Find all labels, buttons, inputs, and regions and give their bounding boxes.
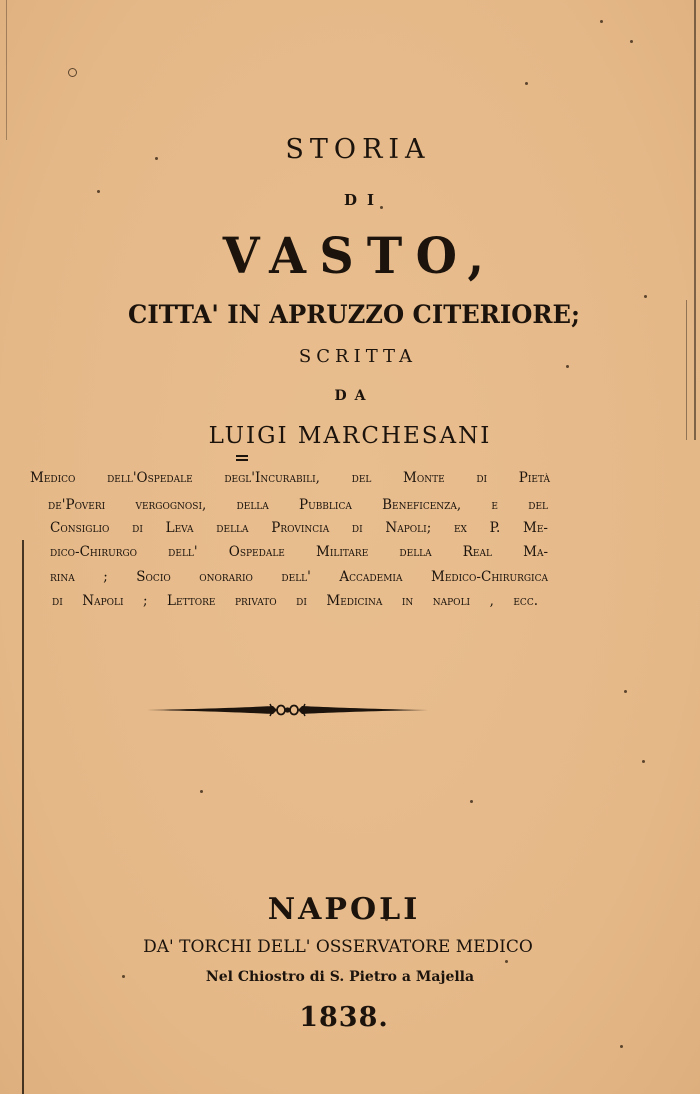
imprint-city: NAPOLI: [267, 892, 421, 927]
title-da: DA: [334, 388, 374, 404]
paper-speck: [620, 1045, 623, 1048]
author-name: LUIGI MARCHESANI: [208, 423, 492, 449]
author-double-rule: [236, 455, 248, 461]
paper-speck: [600, 20, 603, 23]
paper-speck: [525, 82, 528, 85]
left-page-edge-upper: [6, 0, 7, 140]
right-page-edge: [694, 0, 696, 440]
paper-speck: [470, 800, 473, 803]
paper-speck: [644, 295, 647, 298]
paper-speck: [630, 40, 633, 43]
author-credentials-line: dico-Chirurgo dell' Ospedale Militare della Real Ma-: [50, 544, 548, 560]
imprint-press: DA' TORCHI DELL' OSSERVATORE MEDICO: [143, 937, 533, 957]
author-credentials-line: Medico dell'Ospedale degl'Incurabili, del Monte di Pietà: [30, 470, 550, 486]
author-credentials-line: de'Poveri vergognosi, della Pubblica Beneficenza, e del: [48, 497, 548, 513]
paper-speck: [200, 790, 203, 793]
title-vasto: VASTO,: [222, 226, 498, 285]
author-credentials-line: Consiglio di Leva della Provincia di Napoli; ex P. Me-: [50, 520, 548, 536]
title-subtitle: CITTA' IN APRUZZO CITERIORE;: [128, 300, 580, 329]
paper-speck: [624, 690, 627, 693]
title-scritta: SCRITTA: [298, 346, 418, 367]
author-credentials-line: rina ; Socio onorario dell' Accademia Medico-Chirurgica: [50, 569, 548, 585]
title-di: DI: [343, 191, 385, 209]
paper-speck: [68, 68, 77, 77]
title-storia: STORIA: [285, 134, 431, 165]
paper-speck: [505, 960, 508, 963]
decorative-rule-ornament: [145, 700, 430, 720]
paper-speck: [642, 760, 645, 763]
imprint-year: 1838.: [299, 1002, 389, 1033]
imprint-address: Nel Chiostro di S. Pietro a Majella: [205, 969, 475, 985]
author-credentials-line: di Napoli ; Lettore privato di Medicina in napoli , ecc.: [52, 593, 538, 609]
